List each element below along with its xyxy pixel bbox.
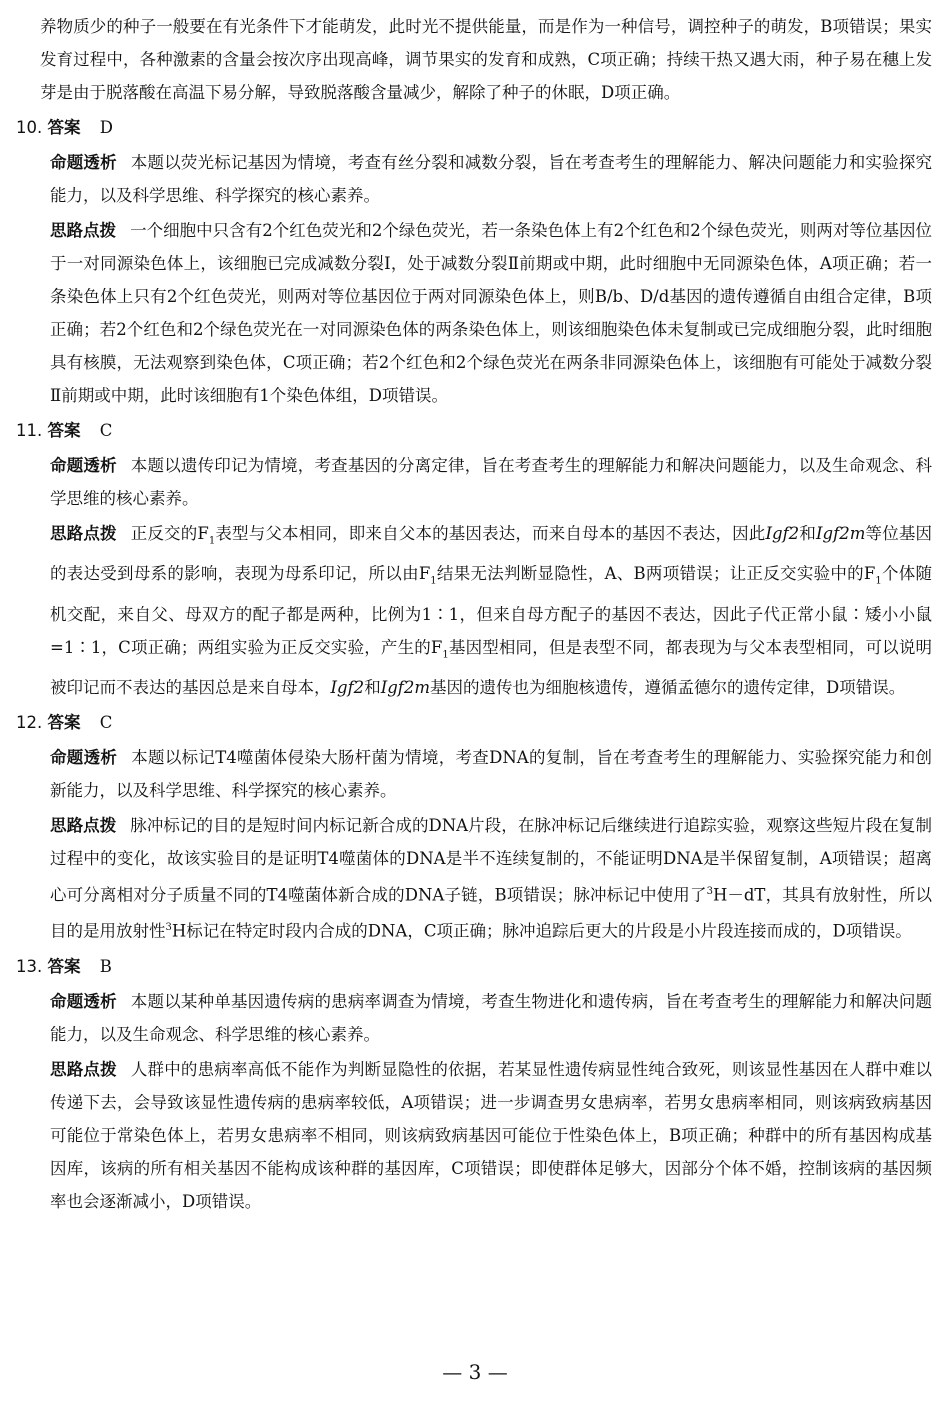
reasoning-section xyxy=(50,214,932,412)
gene-name: Igf2 xyxy=(330,677,365,697)
analysis-section xyxy=(50,449,932,515)
analysis-label: 命题透析 xyxy=(50,456,117,475)
subscript: 1 xyxy=(442,648,449,660)
answer-line xyxy=(16,706,932,739)
reasoning-text: 基因的遗传也为细胞核遗传，遵循孟德尔的遗传定律，D项错误。 xyxy=(430,677,906,697)
question-number: 10. xyxy=(16,118,43,137)
question-10 xyxy=(16,111,933,412)
analysis-text: 本题以遗传印记为情境，考查基因的分离定律，旨在考查考生的理解能力和解决问题能力，以及生命观念、科学思维的核心素养。 xyxy=(50,456,933,508)
intro-paragraph: 养物质少的种子一般要在有光条件下才能萌发，此时光不提供能量，而是作为一种信号，调控种子的萌发，B项错误；果实发育过程中，各种激素的含量会按次序出现高峰，调节果实的发育和成熟，C项正确；持续干热又遇大雨，种子易在穗上发芽是由于脱落酸在高温下易分解，导致脱落酸含量减少，解除了种子的休眠，D项正确。 xyxy=(40,17,932,102)
gene-name: Igf2 xyxy=(765,524,800,543)
answer-label: 答案 xyxy=(47,421,81,440)
gene-name: Igf2m xyxy=(380,677,431,697)
reasoning-section xyxy=(50,1053,932,1218)
question-number: 11. xyxy=(16,421,43,440)
analysis-section xyxy=(50,985,932,1051)
reasoning-text: 个体随机交配，来自父、母双方的配子都是两种，比例为1∶1，但来自母方配子的基因不表达，因此子代正常小鼠∶矮小小鼠=1∶1，C项正确；两组实验为正反交实验，产生的F xyxy=(50,564,932,657)
answer-line xyxy=(16,111,932,144)
reasoning-section xyxy=(50,809,932,948)
reasoning-label: 思路点拨 xyxy=(50,221,117,240)
reasoning-text: 和 xyxy=(364,677,381,697)
analysis-label: 命题透析 xyxy=(50,991,117,1011)
analysis-text: 本题以荧光标记基因为情境，考查有丝分裂和减数分裂，旨在考查考生的理解能力、解决问题能力和实验探究能力，以及科学思维、科学探究的核心素养。 xyxy=(50,153,933,205)
reasoning-text: 人群中的患病率高低不能作为判断显隐性的依据，若某显性遗传病显性纯合致死，则该显性基因在人群中难以传递下去，会导致该显性遗传病的患病率较低，A项错误；进一步调查男女患病率，若男女患病率相同，则该病致病基因可能位于常染色体上，若男女患病率不相同，则该病致病基因可能位于性染色体上，B项正确；种群中的所有基因构成基因库，该病的所有相关基因不能构成该种群的基因库，C项错误；即使群体足够大，因部分个体不婚，控制该病的基因频率也会逐渐减小，D项错误。 xyxy=(50,1059,933,1211)
answer-value: C xyxy=(99,421,113,440)
gene-name: Igf2m xyxy=(816,524,866,543)
question-number: 12. xyxy=(16,712,43,732)
reasoning-label: 思路点拨 xyxy=(50,815,117,835)
reasoning-text: 基因型相同，但是表型不同，都表现为与父本表型相同，可以说明被印记而不表达的基因总是来自母本， xyxy=(50,637,933,697)
reasoning-text: 结果无法判断显隐性，A、B两项错误；让正反交实验中的F xyxy=(436,564,876,584)
reasoning-text: H－dT，其具有放射性，所以目的是用放射性 xyxy=(50,885,932,941)
answer-label: 答案 xyxy=(47,956,81,976)
analysis-label: 命题透析 xyxy=(50,747,118,767)
reasoning-label: 思路点拨 xyxy=(50,1059,117,1079)
reasoning-section xyxy=(50,517,932,704)
subscript: 1 xyxy=(208,535,216,547)
answer-value: C xyxy=(99,712,113,732)
answer-label: 答案 xyxy=(47,118,81,137)
reasoning-text: 一个细胞中只含有2个红色荧光和2个绿色荧光，若一条染色体上有2个红色和2个绿色荧光，则两对等位基因位于一对同源染色体上，该细胞已完成减数分裂Ⅰ，处于减数分裂Ⅱ前期或中期，此时细胞中无同源染色体，A项正确；若一条染色体上只有2个红色荧光，则两对等位基因位于两对同源染色体上，则B/b、D/d基因的遗传遵循自由组合定律，B项正确；若2个红色和2个绿色荧光在一对同源染色体的两条染色体上，则该细胞染色体未复制或已完成细胞分裂，此时细胞具有核膜，无法观察到染色体，C项正确；若2个红色和2个绿色荧光在两条非同源染色体上，该细胞有可能处于减数分裂Ⅱ前期或中期，此时该细胞有1个染色体组，D项错误。 xyxy=(50,221,932,405)
answer-value: D xyxy=(99,118,113,137)
analysis-text: 本题以某种单基因遗传病的患病率调查为情境，考查生物进化和遗传病，旨在考查考生的理解能力和解决问题能力，以及生命观念、科学思维的核心素养。 xyxy=(50,991,933,1044)
analysis-section xyxy=(50,741,932,807)
question-11 xyxy=(16,414,933,704)
reasoning-text: 脉冲标记的目的是短时间内标记新合成的DNA片段，在脉冲标记后继续进行追踪实验，观察这些短片段在复制过程中的变化，故该实验目的是证明T4噬菌体的DNA是半不连续复制的，不能证明DNA是半保留复制，A项错误；超离心可分离相对分子质量不同的T4噬菌体新合成的DNA子链，B项错误；脉冲标记中使用了 xyxy=(50,815,932,905)
question-12 xyxy=(16,706,932,948)
page-number: — 3 — xyxy=(442,1360,508,1384)
reasoning-text: 表型与父本相同，即来自父本的基因表达，而来自母本的基因不表达，因此 xyxy=(215,524,766,543)
reasoning-text: 和 xyxy=(799,524,817,543)
reasoning-text: H标记在特定时段内合成的DNA，C项正确；脉冲追踪后更大的片段是小片段连接而成的，D项错误。 xyxy=(171,921,912,941)
superscript: 3 xyxy=(165,922,172,934)
analysis-label: 命题透析 xyxy=(50,153,117,172)
answer-value: B xyxy=(99,956,112,976)
answer-label: 答案 xyxy=(47,712,81,732)
subscript: 1 xyxy=(875,575,882,587)
answer-line xyxy=(16,950,932,983)
reasoning-text: 正反交的F xyxy=(130,524,209,543)
reasoning-label: 思路点拨 xyxy=(50,524,117,543)
question-13 xyxy=(16,950,933,1218)
subscript: 1 xyxy=(430,575,437,587)
answer-line xyxy=(16,414,932,447)
question-number: 13. xyxy=(16,956,43,976)
reasoning-text: 等位基因的表达受到母系的影响，表现为母系印记，所以由F xyxy=(50,524,933,584)
analysis-text: 本题以标记T4噬菌体侵染大肠杆菌为情境，考查DNA的复制，旨在考查考生的理解能力、实验探究能力和创新能力，以及科学思维、科学探究的核心素养。 xyxy=(50,747,932,800)
analysis-section xyxy=(50,146,932,212)
superscript: 3 xyxy=(706,885,713,897)
